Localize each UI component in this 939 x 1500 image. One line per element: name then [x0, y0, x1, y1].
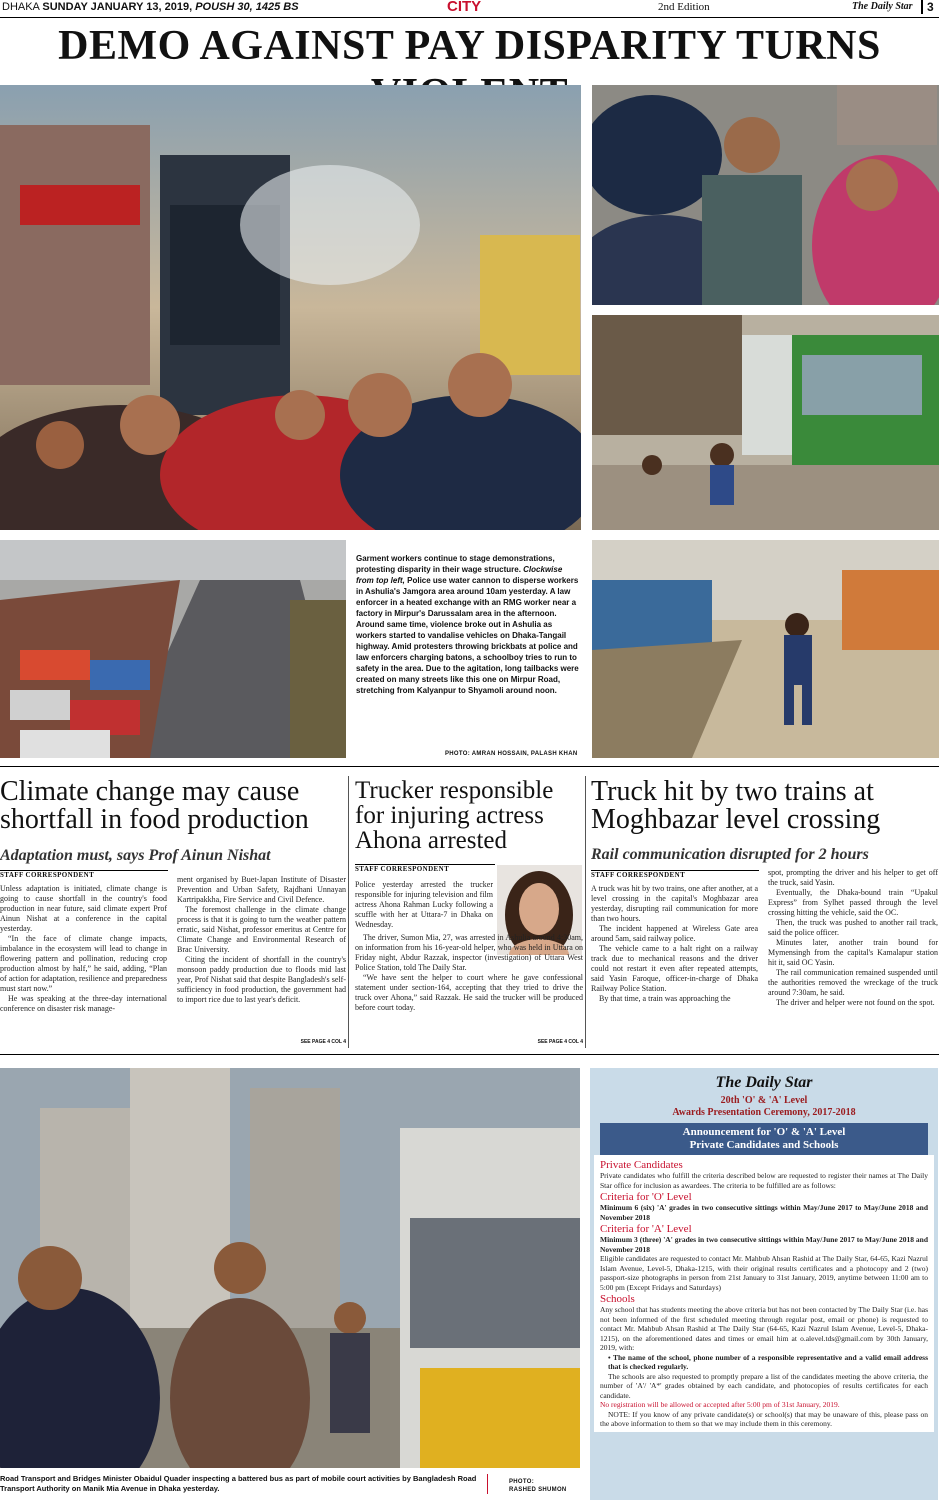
ad-schools-heading: Schools: [600, 1293, 635, 1305]
lead-caption-body: Police use water cannon to disperse workers in Ashulia's Jamgora area around 10am yesterday. A law enforcer in a heated exchange with an RMG worker near a factory in Mirpur's Darussalam area in the afternoon. Around same time, violence broke out in Ashulia as workers started to vandalise vehicles on Dhaka-Tangail highway. Amid protesters throwing brickbats at police and law enforcers charging batons, a schoolboy tries to run to safety in the area. Due to the agitation, long tailbacks were created on many streets like this one on Mirpur Road, stretching from Kalyanpur to Shyamoli around noon.: [356, 576, 579, 695]
dateline-bs: POUSH 30, 1425 BS: [195, 1, 299, 13]
lead-caption-italic: Clockwise from top left,: [356, 565, 563, 585]
page-header: [0, 0, 939, 18]
lead-caption-intro: Garment workers continue to stage demonstrations, protesting disparity in their wage structure.: [356, 554, 555, 574]
train-para: The incident happened at Wireless Gate area around 5am, said railway police.: [591, 924, 758, 943]
page-number: 3: [921, 0, 934, 14]
train-col-1: [591, 884, 758, 1004]
ad-bullet: • The name of the school, phone number of a responsible representative and a valid email address that is checked regularly.: [608, 1352, 928, 1371]
photo-bus-vandalism: [592, 315, 939, 530]
trucker-body: [355, 880, 493, 930]
police-exchange-image: [592, 85, 939, 305]
climate-para: “In the face of climate change impacts, imbalance in the ecosystem will lead to change in flowering pattern and pollination, reducing crop production almost by half,” he said, adding, “Plan of action for adaptation, resilience and preparedness must start now.”: [0, 934, 167, 993]
train-subhead: Rail communication disrupted for 2 hours: [591, 846, 869, 863]
ad-a-level-text: Minimum 3 (three) 'A' grades in two consecutive sittings within May/June 2017 to May/June 2018 and November 2018: [600, 1235, 928, 1254]
divider-bottom: [0, 1054, 939, 1055]
photo-police-exchange: [592, 85, 939, 305]
climate-para: Citing the incident of shortfall in the country's monsoon paddy production due to floods mid last year, Prof Nishat said that despite Bangladesh's self-sufficiency in food production, the government had to import rice due to last year's deficit.: [177, 955, 346, 1004]
photo-traffic-tailback: [0, 540, 346, 758]
ad-o-level-text: Minimum 6 (six) 'A' grades in two consecutive sittings within May/June 2017 to May/June 2018 and November 2018: [600, 1203, 928, 1222]
train-para: A truck was hit by two trains, one after another, at a level crossing in the capital's Moghbazar area yesterday, disrupting rail communication for more than two hours.: [591, 884, 758, 923]
credit-name: RASHED SHUMON: [509, 1487, 567, 1493]
train-para: spot, prompting the driver and his helper to get off the truck, said Yasin.: [768, 868, 938, 887]
ad-band-line-2: Private Candidates and Schools: [689, 1139, 839, 1151]
trucker-para: The driver, Sumon Mia, 27, was arrested in Ashulia around 4:30am, on information from his 16-year-old helper, who was held in Uttara on Friday night, Abdur Razzak, inspector (investigation) of Uttara West Police Station, told The Daily Star.: [355, 933, 583, 972]
ad-note: NOTE: If you know of any private candidate(s) or school(s) that may be unaware of this, please pass on the above information to them so that we may include them in this ceremony.: [600, 1409, 928, 1428]
ad-eligible-text: Eligible candidates are requested to contact Mr. Mahbub Ahsan Rashid at The Daily Star, 64-65, Kazi Nazrul Islam Avenue, Level-5, Dhaka-1215, with their original results certificates and a photocopy and 2 (two) passport-size photographs in person from 21st January to 31st January, 2019, anytime between 11:00 am to 5:00 pm (Except Fridays and Saturdays): [600, 1254, 928, 1292]
traffic-tailback-image: [0, 540, 346, 758]
ad-private-text: Private candidates who fulfill the criteria described below are requested to register their names at The Daily Star office for inclusion as awardees. The criteria to be fulfilled are as follows:: [600, 1171, 928, 1190]
train-para: Then, the truck was pushed to another rail track, said the police officer.: [768, 918, 938, 937]
divider-top: [0, 766, 939, 767]
ad-private-heading: Private Candidates: [600, 1159, 683, 1171]
train-para: By that time, a train was approaching the: [599, 994, 731, 1003]
divider-col-2: [585, 776, 586, 1048]
awards-ad: [590, 1068, 938, 1500]
ad-schools-text: Any school that has students meeting the above criteria but has not been contacted by The Daily Star (i.e. has not been informed of the first scheduled meeting through regular post, email or phone) is requested to contact Mr. Mahbub Ahsan Rashid at The Daily Star (64-65, Kazi Nazrul Islam Avenue, Level-5, Dhaka-1215), on the aforementioned dates and times or email him at o.alevel.tds@gmail.com by 30th January, 2019, with:: [600, 1305, 928, 1352]
train-para: Minutes later, another train bound for Mymensingh from the capital's Kamalapur station hit it, said OC Yasin.: [768, 938, 938, 967]
ad-o-level-heading: Criteria for 'O' Level: [600, 1191, 692, 1203]
train-para: The vehicle came to a halt right on a railway track due to mechanical reasons and the driver could not restart it even after repeated attempts, said Yasin Faroque, officer-in-charge of Dhaka Railway Police Station.: [591, 944, 758, 993]
trucker-jump[interactable]: SEE PAGE 4 COL 4: [537, 1039, 583, 1045]
train-para: Eventually, the Dhaka-bound train “Upakul Express” from Sylhet passed through the level crossing hitting the vehicle, said the OC.: [768, 888, 938, 917]
ad-title-2: Awards Presentation Ceremony, 2017-2018: [672, 1107, 856, 1118]
train-byline: STAFF CORRESPONDENT: [591, 870, 759, 879]
trucker-byline: STAFF CORRESPONDENT: [355, 864, 495, 873]
trucker-body-wide: [355, 933, 583, 1013]
climate-para: He was speaking at the three-day international conference on disaster risk manage-: [0, 994, 167, 1013]
trucker-headline: Trucker responsible for injuring actress Ahona arrested: [355, 777, 554, 854]
dateline-city: DHAKA: [2, 1, 40, 13]
trucker-para: “We have sent the helper to court where he gave confessional statement under section-164, accepting that they tried to drive the truck over Ahona,” said Razzak. He said the trucker will be produced before court today.: [355, 973, 583, 1012]
dateline: [2, 1, 299, 13]
train-para: The rail communication remained suspended until the authorities removed the wreckage of the truck around 7:30am, he said.: [768, 968, 938, 997]
water-cannon-image: [0, 85, 581, 530]
climate-para: Unless adaptation is initiated, climate change is going to cause shortfall in the country's food production in near future, said climate expert Prof Ainun Nishat at a conference in the capital yesterday.: [0, 884, 167, 933]
climate-para: ment organised by Buet-Japan Institute of Disaster Prevention and Urban Safety, Rajdhani Unnayan Kartripakkha, Fire Service and Civil Defence.: [177, 875, 346, 904]
ad-deadline: No registration will be allowed or accepted after 5:00 pm of 31st January, 2019.: [600, 1400, 840, 1409]
lead-photo-credit: PHOTO: AMRAN HOSSAIN, PALASH KHAN: [445, 751, 578, 757]
bottom-photo-caption: Road Transport and Bridges Minister Obaidul Quader inspecting a battered bus as part of mobile court activities by Bangladesh Road Transport Authority on Manik Mia Avenue in Dhaka yesterday.: [0, 1474, 477, 1493]
ad-announcement-band: [600, 1123, 928, 1155]
train-col-2: [768, 868, 938, 1008]
ad-a-level-heading: Criteria for 'A' Level: [600, 1223, 692, 1235]
bus-vandalism-image: [592, 315, 939, 530]
ad-title-1: 20th 'O' & 'A' Level: [720, 1095, 808, 1106]
trucker-para: Police yesterday arrested the trucker responsible for injuring television and film actress Ahona Rahman Lucky following a scuffle with her at Uttara-7 in Dhaka on Wednesday.: [355, 880, 493, 929]
ad-body: [594, 1155, 934, 1432]
lead-caption: [356, 553, 582, 696]
credit-label: PHOTO:: [509, 1479, 535, 1485]
minister-bus-image: [0, 1068, 580, 1468]
climate-subhead: Adaptation must, says Prof Ainun Nishat: [0, 847, 271, 864]
climate-byline: STAFF CORRESPONDENT: [0, 870, 168, 879]
lead-headline: DEMO AGAINST PAY DISPARITY TURNS: [58, 23, 881, 69]
climate-jump[interactable]: SEE PAGE 4 COL 4: [300, 1039, 346, 1045]
caption-divider: [487, 1474, 488, 1494]
climate-col-1: [0, 884, 167, 1014]
divider-col-1: [348, 776, 349, 1048]
climate-headline: Climate change may cause shortfall in food production: [0, 776, 309, 835]
photo-water-cannon: [0, 85, 581, 530]
ad-masthead: The Daily Star: [715, 1074, 813, 1091]
photo-minister-bus: [0, 1068, 580, 1468]
section-label: CITY: [447, 0, 482, 15]
ad-schools-text-2: The schools are also requested to promptly prepare a list of the candidates meeting the above criteria, the number of 'A'/ 'A*' grades obtained by each candidate, and photocopies of results certificates for each candidate.: [600, 1371, 928, 1400]
bottom-photo-credit: [509, 1478, 567, 1494]
climate-para: The foremost challenge in the climate change process is that it is going to turn the weather pattern erratic, said Nishat, professor emeritus at Centre for Climate Change and Environmental Research of Brac University.: [177, 905, 346, 954]
train-headline: Truck hit by two trains at Moghbazar level crossing: [591, 776, 881, 835]
ad-band-line-1: Announcement for 'O' & 'A' Level: [682, 1126, 846, 1138]
photo-schoolboy-running: [592, 540, 939, 758]
train-para: The driver and helper were not found on the spot.: [776, 998, 935, 1007]
climate-col-2: [177, 875, 346, 1005]
schoolboy-running-image: [592, 540, 939, 758]
dateline-date: SUNDAY JANUARY 13, 2019,: [42, 1, 193, 13]
edition-label: 2nd Edition: [658, 1, 710, 13]
masthead-small: The Daily Star: [852, 1, 913, 12]
